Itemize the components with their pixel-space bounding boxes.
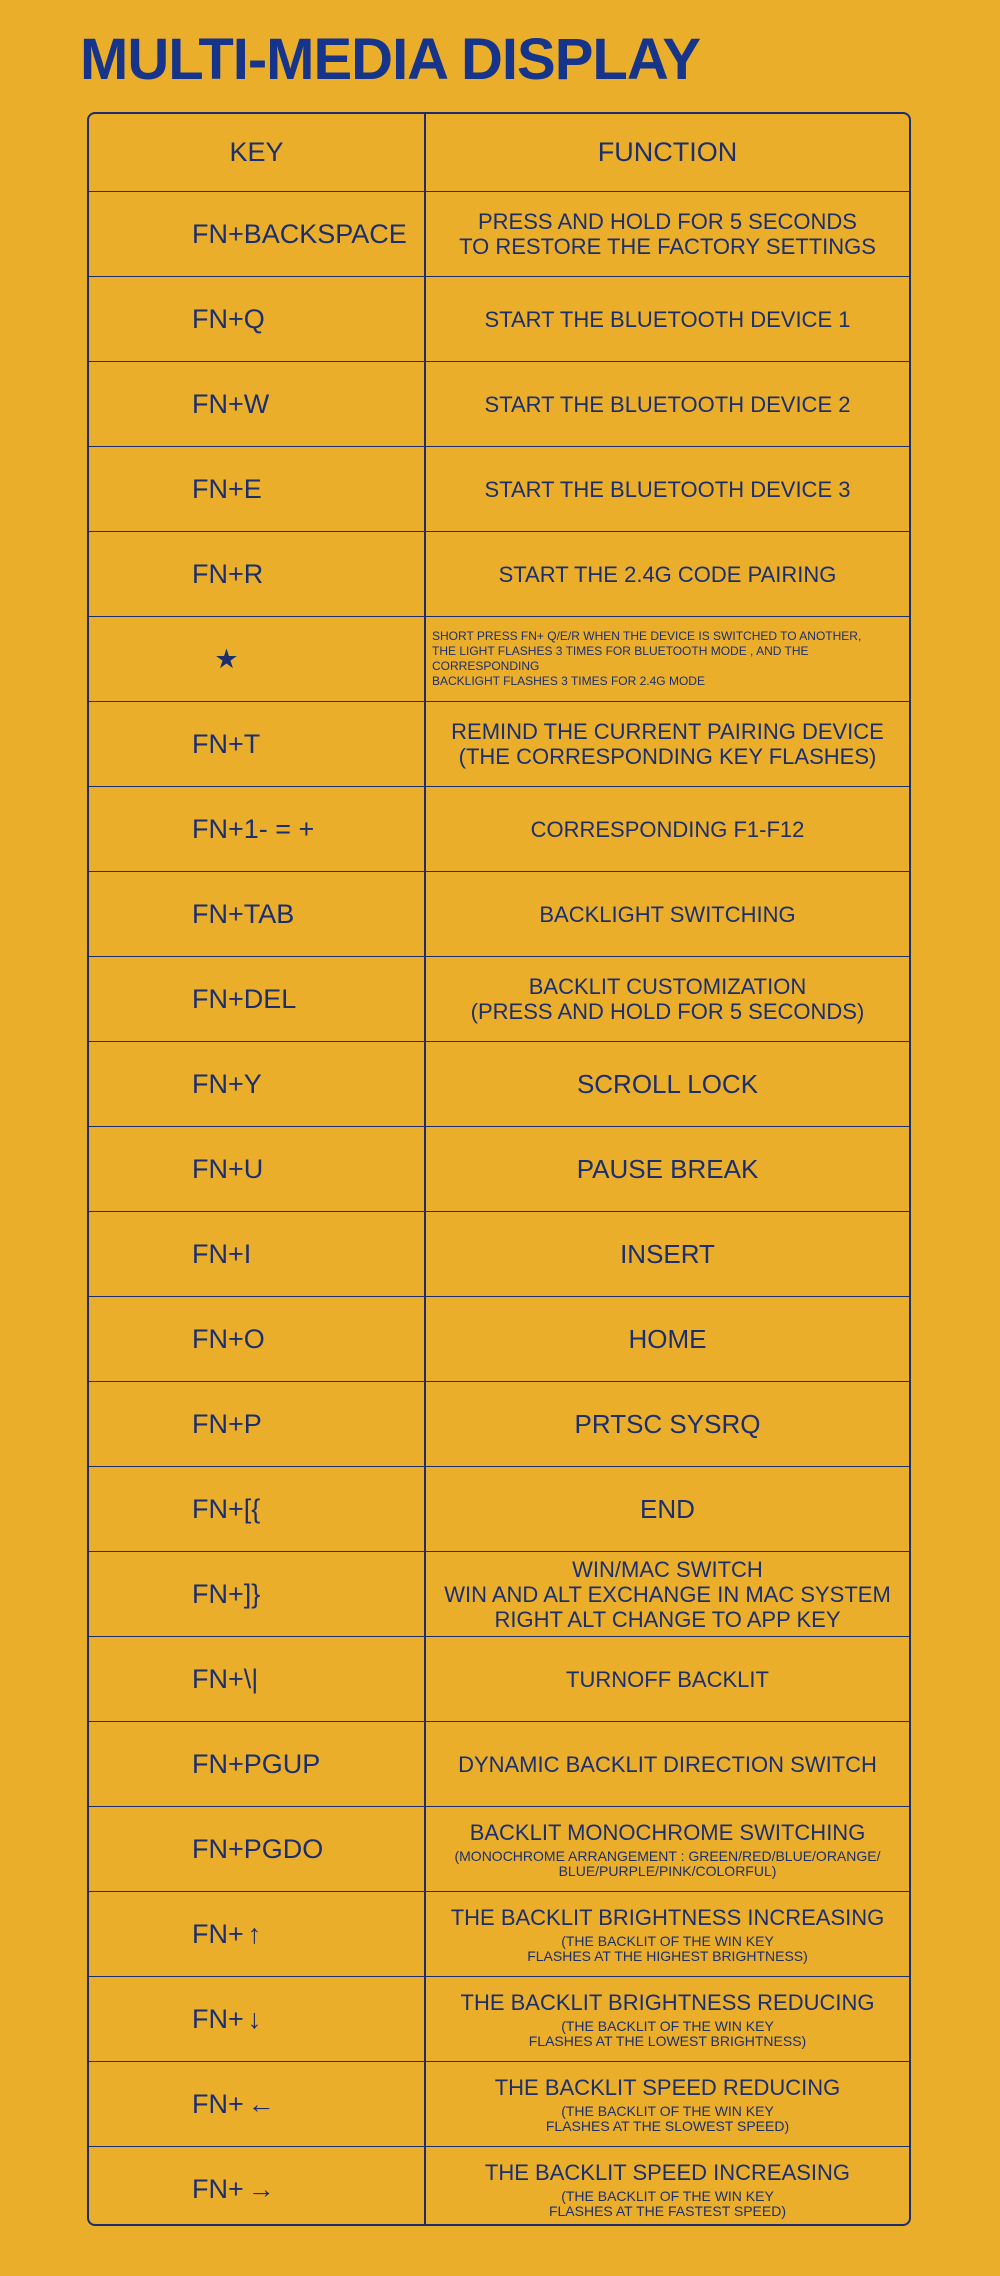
key-label: FN+R bbox=[192, 558, 264, 589]
function-line: THE BACKLIT BRIGHTNESS REDUCING bbox=[460, 1989, 875, 2015]
table-row bbox=[89, 1297, 909, 1382]
key-cell bbox=[89, 872, 424, 956]
key-label: ★ bbox=[214, 643, 239, 674]
key-cell bbox=[89, 447, 424, 531]
function-line: DYNAMIC BACKLIT DIRECTION SWITCH bbox=[458, 1751, 877, 1777]
function-cell bbox=[426, 1127, 909, 1211]
function-line: BACKLIT MONOCHROME SWITCHING bbox=[469, 1819, 866, 1845]
table-row bbox=[89, 1977, 909, 2062]
function-cell bbox=[426, 1722, 909, 1806]
key-label: FN+DEL bbox=[192, 983, 297, 1014]
function-line: BACKLIT CUSTOMIZATION bbox=[528, 974, 807, 999]
function-cell bbox=[426, 1212, 909, 1296]
function-cell bbox=[426, 362, 909, 446]
key-cell bbox=[89, 1212, 424, 1296]
function-cell bbox=[426, 1977, 909, 2061]
function-line: BACKLIGHT FLASHES 3 TIMES FOR 2.4G MODE bbox=[432, 674, 705, 688]
function-line: THE BACKLIT SPEED INCREASING bbox=[484, 2160, 851, 2185]
table-row bbox=[89, 872, 909, 957]
function-cell bbox=[426, 1467, 909, 1551]
table-row bbox=[89, 1212, 909, 1297]
function-subline: (THE BACKLIT OF THE WIN KEY bbox=[561, 2017, 774, 2034]
function-subline: (THE BACKLIT OF THE WIN KEY bbox=[561, 1932, 774, 1949]
key-cell bbox=[89, 702, 424, 786]
table-row bbox=[89, 1637, 909, 1722]
table-row bbox=[89, 2147, 909, 2232]
function-line: THE LIGHT FLASHES 3 TIMES FOR BLUETOOTH MODE , AND THE CORRESPONDING bbox=[432, 644, 809, 673]
table-row bbox=[89, 1382, 909, 1467]
key-cell bbox=[89, 1722, 424, 1806]
function-line: SHORT PRESS FN+ Q/E/R WHEN THE DEVICE IS SWITCHED TO ANOTHER, bbox=[432, 629, 862, 643]
key-label: FN+W bbox=[192, 388, 270, 419]
table-row bbox=[89, 447, 909, 532]
key-cell bbox=[89, 192, 424, 276]
table-row bbox=[89, 1807, 909, 1892]
function-cell bbox=[426, 1892, 909, 1976]
function-cell bbox=[426, 1297, 909, 1381]
function-cell bbox=[426, 1637, 909, 1721]
function-cell bbox=[426, 872, 909, 956]
function-cell bbox=[426, 617, 909, 701]
table-header-row bbox=[89, 114, 909, 192]
function-line: BACKLIGHT SWITCHING bbox=[539, 901, 796, 927]
function-line: PRESS AND HOLD FOR 5 SECONDS bbox=[478, 209, 857, 234]
key-cell bbox=[89, 1637, 424, 1721]
table-row bbox=[89, 1127, 909, 1212]
header-key: KEY bbox=[229, 137, 284, 167]
function-line: START THE BLUETOOTH DEVICE 2 bbox=[484, 391, 851, 417]
function-subline: FLASHES AT THE FASTEST SPEED) bbox=[548, 2203, 787, 2219]
key-label: FN+Y bbox=[192, 1068, 262, 1099]
table-row bbox=[89, 1042, 909, 1127]
key-label: FN+P bbox=[192, 1408, 262, 1439]
table-row bbox=[89, 1552, 909, 1637]
key-label: FN+[{ bbox=[192, 1493, 261, 1524]
function-subline: FLASHES AT THE LOWEST BRIGHTNESS) bbox=[528, 2032, 807, 2049]
function-line: TURNOFF BACKLIT bbox=[566, 1666, 769, 1692]
key-cell bbox=[89, 532, 424, 616]
function-cell bbox=[426, 1042, 909, 1126]
table-row bbox=[89, 2062, 909, 2147]
key-cell bbox=[89, 362, 424, 446]
function-line: SCROLL LOCK bbox=[576, 1068, 759, 1099]
key-label: FN+ bbox=[192, 2003, 244, 2034]
function-cell bbox=[426, 787, 909, 871]
function-line: WIN/MAC SWITCH bbox=[572, 1556, 763, 1582]
function-line: TO RESTORE THE FACTORY SETTINGS bbox=[459, 234, 876, 259]
key-label: FN+PGDO bbox=[192, 1833, 324, 1864]
function-cell bbox=[426, 957, 909, 1041]
function-line: WIN AND ALT EXCHANGE IN MAC SYSTEM bbox=[444, 1581, 891, 1607]
function-line: START THE 2.4G CODE PAIRING bbox=[498, 561, 837, 587]
function-line: PRTSC SYSRQ bbox=[574, 1408, 761, 1439]
function-line: START THE BLUETOOTH DEVICE 1 bbox=[484, 306, 851, 332]
function-line: CORRESPONDING F1-F12 bbox=[530, 816, 805, 842]
function-cell bbox=[426, 2147, 909, 2232]
function-line: REMIND THE CURRENT PAIRING DEVICE bbox=[451, 719, 884, 744]
key-label: FN+1- = + bbox=[192, 813, 315, 844]
function-subline: (MONOCHROME ARRANGEMENT : GREEN/RED/BLUE/ORANGE/ bbox=[454, 1847, 881, 1864]
key-cell bbox=[89, 1382, 424, 1466]
key-label: FN+ bbox=[192, 2174, 244, 2204]
key-label: FN+I bbox=[192, 1238, 252, 1269]
page-title: MULTI-MEDIA DISPLAY bbox=[80, 27, 701, 92]
key-label: FN+\| bbox=[192, 1663, 259, 1694]
function-cell bbox=[426, 532, 909, 616]
function-cell bbox=[426, 1807, 909, 1891]
key-label: FN+ bbox=[192, 1918, 244, 1949]
function-cell bbox=[426, 447, 909, 531]
function-subline: FLASHES AT THE HIGHEST BRIGHTNESS) bbox=[527, 1947, 808, 1964]
arrow-icon: → bbox=[247, 2174, 275, 2204]
key-cell bbox=[89, 1892, 424, 1976]
table-row bbox=[89, 1467, 909, 1552]
table-row bbox=[89, 617, 909, 702]
key-label: FN+BACKSPACE bbox=[192, 218, 407, 249]
key-cell bbox=[89, 1552, 424, 1636]
key-cell bbox=[89, 2062, 424, 2146]
key-cell bbox=[89, 787, 424, 871]
key-cell bbox=[89, 2147, 424, 2232]
table-row bbox=[89, 702, 909, 787]
table-row bbox=[89, 1722, 909, 1807]
table-row bbox=[89, 787, 909, 872]
function-cell bbox=[426, 1552, 909, 1636]
key-label: FN+PGUP bbox=[192, 1748, 321, 1779]
key-cell bbox=[89, 277, 424, 361]
function-line: END bbox=[640, 1493, 695, 1524]
key-cell bbox=[89, 1467, 424, 1551]
key-function-table bbox=[87, 112, 911, 2226]
table-row bbox=[89, 1892, 909, 1977]
key-cell bbox=[89, 1297, 424, 1381]
table-row bbox=[89, 362, 909, 447]
key-label: FN+O bbox=[192, 1323, 265, 1354]
key-label: FN+T bbox=[192, 728, 261, 759]
function-line: THE BACKLIT SPEED REDUCING bbox=[494, 2074, 841, 2100]
function-line: THE BACKLIT BRIGHTNESS INCREASING bbox=[450, 1904, 885, 1930]
function-cell bbox=[426, 192, 909, 276]
function-line: (THE CORRESPONDING KEY FLASHES) bbox=[458, 744, 877, 769]
function-line: RIGHT ALT CHANGE TO APP KEY bbox=[494, 1606, 841, 1632]
key-label: FN+E bbox=[192, 473, 262, 504]
key-label: FN+ bbox=[192, 2088, 244, 2119]
key-cell bbox=[89, 1807, 424, 1891]
table-row bbox=[89, 192, 909, 277]
function-cell bbox=[426, 2062, 909, 2146]
function-subline: (THE BACKLIT OF THE WIN KEY bbox=[561, 2102, 774, 2119]
key-label: FN+TAB bbox=[192, 898, 295, 929]
key-label: FN+U bbox=[192, 1153, 264, 1184]
function-line: HOME bbox=[628, 1323, 707, 1354]
function-cell bbox=[426, 1382, 909, 1466]
function-subline: BLUE/PURPLE/PINK/COLORFUL) bbox=[558, 1862, 777, 1879]
key-label: FN+]} bbox=[192, 1578, 261, 1609]
key-label: FN+Q bbox=[192, 303, 265, 334]
header-function: FUNCTION bbox=[597, 137, 738, 167]
function-cell bbox=[426, 702, 909, 786]
function-subline: (THE BACKLIT OF THE WIN KEY bbox=[561, 2188, 774, 2204]
table-row bbox=[89, 957, 909, 1042]
function-line: START THE BLUETOOTH DEVICE 3 bbox=[484, 476, 851, 502]
table-row bbox=[89, 277, 909, 362]
function-subline: FLASHES AT THE SLOWEST SPEED) bbox=[545, 2117, 790, 2134]
function-line: (PRESS AND HOLD FOR 5 SECONDS) bbox=[470, 999, 865, 1024]
key-cell bbox=[89, 957, 424, 1041]
table-row bbox=[89, 532, 909, 617]
function-line: PAUSE BREAK bbox=[576, 1153, 759, 1184]
function-cell bbox=[426, 277, 909, 361]
key-cell bbox=[89, 617, 424, 701]
arrow-icon: ← bbox=[247, 2088, 275, 2119]
function-line: INSERT bbox=[620, 1238, 715, 1269]
key-cell bbox=[89, 1042, 424, 1126]
arrow-icon: ↓ bbox=[247, 2003, 262, 2034]
arrow-icon: ↑ bbox=[247, 1918, 262, 1949]
key-cell bbox=[89, 1127, 424, 1211]
key-cell bbox=[89, 1977, 424, 2061]
